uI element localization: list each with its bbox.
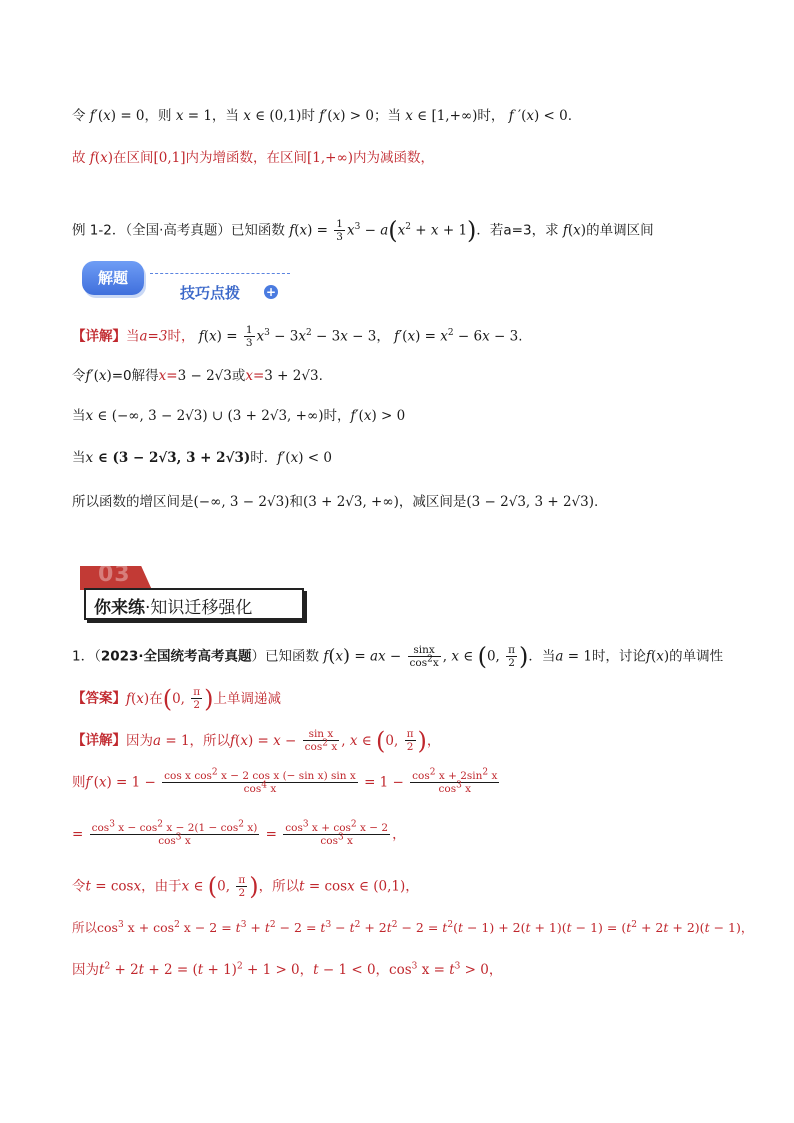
solution-line: 【详解】当a=3时， f(x) = $\frac{1}{3}$ $x^3 - 3x^2 - 3x - 3$， $f'(x) = x^2 - 6x - 3$.: [72, 324, 523, 349]
detail-tag: 【详解】: [72, 732, 126, 749]
solution-line: 则f′(x) = 1 − $\frac{\cos x \cos^2 x - 2 \cos x (- \sin x) \sin x}{\cos^4 x}$ = 1 − $\frac{\cos^2 x + 2\sin^2 x}{\cos^3 x}$: [72, 767, 498, 795]
tips-pill: 解题: [82, 261, 144, 295]
example-statement: 例 1-2．（全国·高考真题）已知函数 f(x) = $\frac{1}{3}$ $x^3 - a(x^2 + x + 1)$．若a=3，求 f(x)的单调区间: [72, 216, 654, 245]
solution-line: 所以函数的增区间是(−∞, 3 − 2√3)和(3 + 2√3, +∞)，减区间是(3 − 2√3, 3 + 2√3).: [72, 494, 599, 510]
solution-line: 令f′(x)=0解得x=3 − 2√3或x=3 + 2√3.: [72, 368, 323, 384]
problem-statement: 1．（2023·全国统考高考真题）已知函数 f(x) = ax − $\frac{\sin x}{\cos^2x}$ , x ∈ (0, $\frac{\pi}{2}$ )．当a = 1时，讨论f(x)的单调性: [72, 642, 724, 671]
solution-line: 因为$t^2 + 2t + 2 = (t + 1)^2 + 1 > 0$，t − 1 < 0，$\cos^3 x = t^3 > 0$，: [72, 961, 503, 978]
solution-line: 所以$\cos^3 x + \cos^2 x - 2 = t^3 + t^2 - 2 = t^3 - t^2 + 2t^2 - 2 = t^2(t - 1) + 2(t + 1)(t - 1) = (t^2 + 2t + 2)(t - 1)$，: [72, 919, 754, 935]
detail-tag: 【详解】: [72, 328, 126, 345]
tips-subtitle: 技巧点拨: [180, 284, 241, 302]
solution-line: 当x ∈ (−∞, 3 − 2√3) ∪ (3 + 2√3, +∞)时，f′(x) > 0: [72, 408, 406, 424]
text-line: 故 f(x)在区间[0,1]内为增函数，在区间[1,+∞)内为减函数，: [72, 150, 434, 166]
solution-line: 令t = cosx，由于x ∈ (0, $\frac{\pi}{2}$ )，所以t = cosx ∈ (0,1)，: [72, 872, 419, 901]
formula: f′: [89, 108, 98, 124]
section-title-box: [84, 588, 304, 620]
solution-line: 【详解】因为a = 1，所以f(x) = x − $\frac{\text{sin x}}{\cos^2 x}$ , x ∈ (0, $\frac{\pi}{2}$ )，: [72, 726, 441, 755]
solution-line: 当x ∈ (3 − 2√3, 3 + 2√3)时．f′(x) < 0: [72, 450, 332, 466]
section-number: 03: [98, 562, 131, 587]
text-line: 令 f′(x) = 0，则 x = 1，当 x ∈ (0,1)时 f′(x) > 0；当 x ∈ [1,+∞)时， f ′(x) < 0.: [72, 108, 573, 124]
formula: x: [175, 108, 184, 124]
divider: [150, 273, 290, 274]
section-header: [76, 562, 306, 622]
solution-line: = $\frac{\cos^3 x - \cos^2 x - 2(1 - \cos^2 x)}{\cos^3 x}$ = $\frac{\cos^3 x + \cos^2 x - 2}{\cos^3 x}$ ，: [72, 819, 406, 847]
answer-tag: 【答案】: [72, 690, 126, 707]
tips-banner: [80, 259, 290, 305]
section-title: 你来练·知识迁移强化: [94, 598, 253, 618]
answer-line: 【答案】f(x)在(0, $\frac{\pi}{2}$ )上单调递减: [72, 684, 282, 713]
formula: x: [243, 108, 251, 124]
plus-icon: +: [265, 285, 277, 299]
